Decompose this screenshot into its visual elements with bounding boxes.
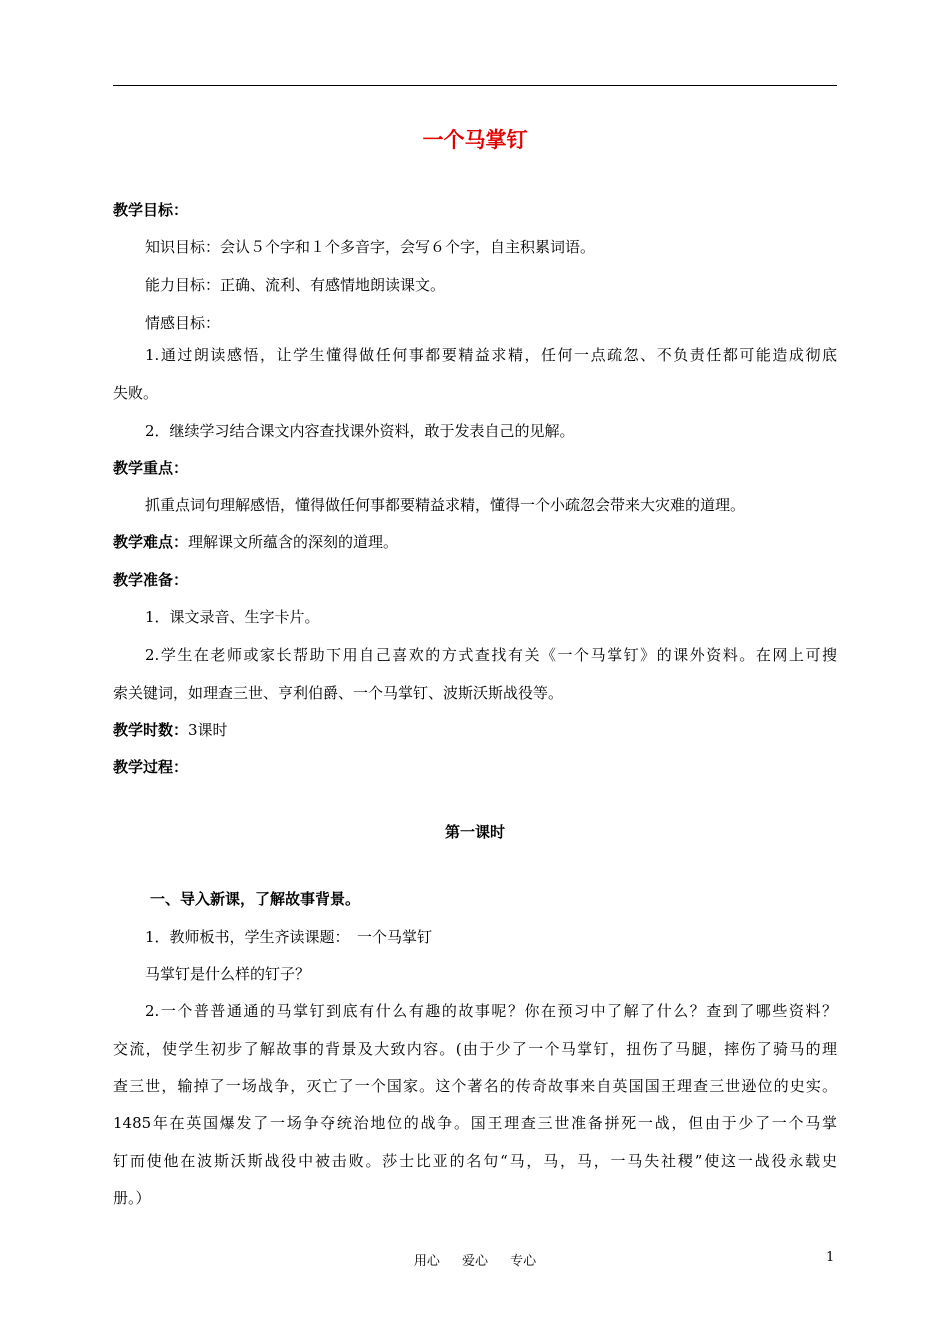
difficulty-heading: 教学难点：	[113, 533, 189, 551]
hours-text: 3课时	[188, 721, 228, 739]
emotion-item-1-line-2: 失败。	[113, 384, 159, 402]
preparation-heading: 教学准备：	[113, 571, 189, 589]
footer-word: 专心	[510, 1254, 537, 1269]
question-text: 马掌钉是什么样的钉子？	[145, 965, 311, 983]
goal-knowledge: 知识目标：会认５个字和１个多音字，会写６个字，自主积累词语。	[145, 238, 596, 256]
preparation-item-2-line-2: 索关键词，如理查三世、亨利伯爵、一个马掌钉、波斯沃斯战役等。	[113, 684, 564, 702]
step-2-line-2: 交流，使学生初步了解故事的背景及大致内容。(由于少了一个马掌钉，扭伤了马腿，摔伤了骑马的理	[113, 1040, 837, 1058]
preparation-item-2-line-1: 2.学生在老师或家长帮助下用自己喜欢的方式查找有关《一个马掌钉》的课外资料。在网上可搜	[145, 646, 837, 664]
process-heading: 教学过程：	[113, 758, 189, 776]
step-2-line-6: 册。）	[113, 1189, 151, 1207]
goals-heading: 教学目标：	[113, 201, 189, 219]
hours-heading: 教学时数：	[113, 721, 189, 739]
document-title: 一个马掌钉	[422, 128, 528, 152]
hours-row	[113, 720, 837, 740]
emotion-item-1-line-1: 1.通过朗读感悟，让学生懂得做任何事都要精益求精，任何一点疏忽、不负责任都可能造成彻底	[145, 346, 837, 364]
difficulty-row	[113, 532, 837, 552]
step-2-line-5: 钉而使他在波斯沃斯战役中被击败。莎士比亚的名句“马，马，马，一马失社稷”使这一战役永载史	[113, 1152, 837, 1170]
step-2-line-3: 查三世，输掉了一场战争，灭亡了一个国家。这个著名的传奇故事来自英国国王理查三世逊位的史实。	[113, 1077, 837, 1095]
preparation-item-1: 1．课文录音、生字卡片。	[145, 608, 320, 626]
key-points-heading: 教学重点：	[113, 459, 189, 477]
page-footer	[0, 1250, 950, 1269]
section-heading-1: 一、导入新课，了解故事背景。	[150, 890, 361, 908]
page-number: 1	[826, 1250, 835, 1265]
header-rule	[113, 85, 837, 86]
goal-ability: 能力目标：正确、流利、有感情地朗读课文。	[145, 276, 446, 294]
emotion-item-2: 2．继续学习结合课文内容查找课外资料，敢于发表自己的见解。	[145, 422, 575, 440]
difficulty-text: 理解课文所蕴含的深刻的道理。	[188, 533, 399, 551]
footer-word: 用心	[413, 1254, 440, 1269]
goal-emotion: 情感目标：	[145, 314, 221, 332]
lesson-title: 第一课时	[444, 823, 505, 841]
footer-word: 爱心	[461, 1254, 488, 1269]
step-2-line-1: 2.一个普普通通的马掌钉到底有什么有趣的故事呢？你在预习中了解了什么？查到了哪些资料？	[145, 1002, 837, 1020]
key-points-text: 抓重点词句理解感悟，懂得做任何事都要精益求精，懂得一个小疏忽会带来大灾难的道理。	[145, 496, 746, 514]
step-2-line-4: 1485年在英国爆发了一场争夺统治地位的战争。国王理查三世准备拼死一战，但由于少了一个马掌	[113, 1114, 837, 1132]
step-1: 1．教师板书，学生齐读课题： 一个马掌钉	[145, 928, 433, 946]
